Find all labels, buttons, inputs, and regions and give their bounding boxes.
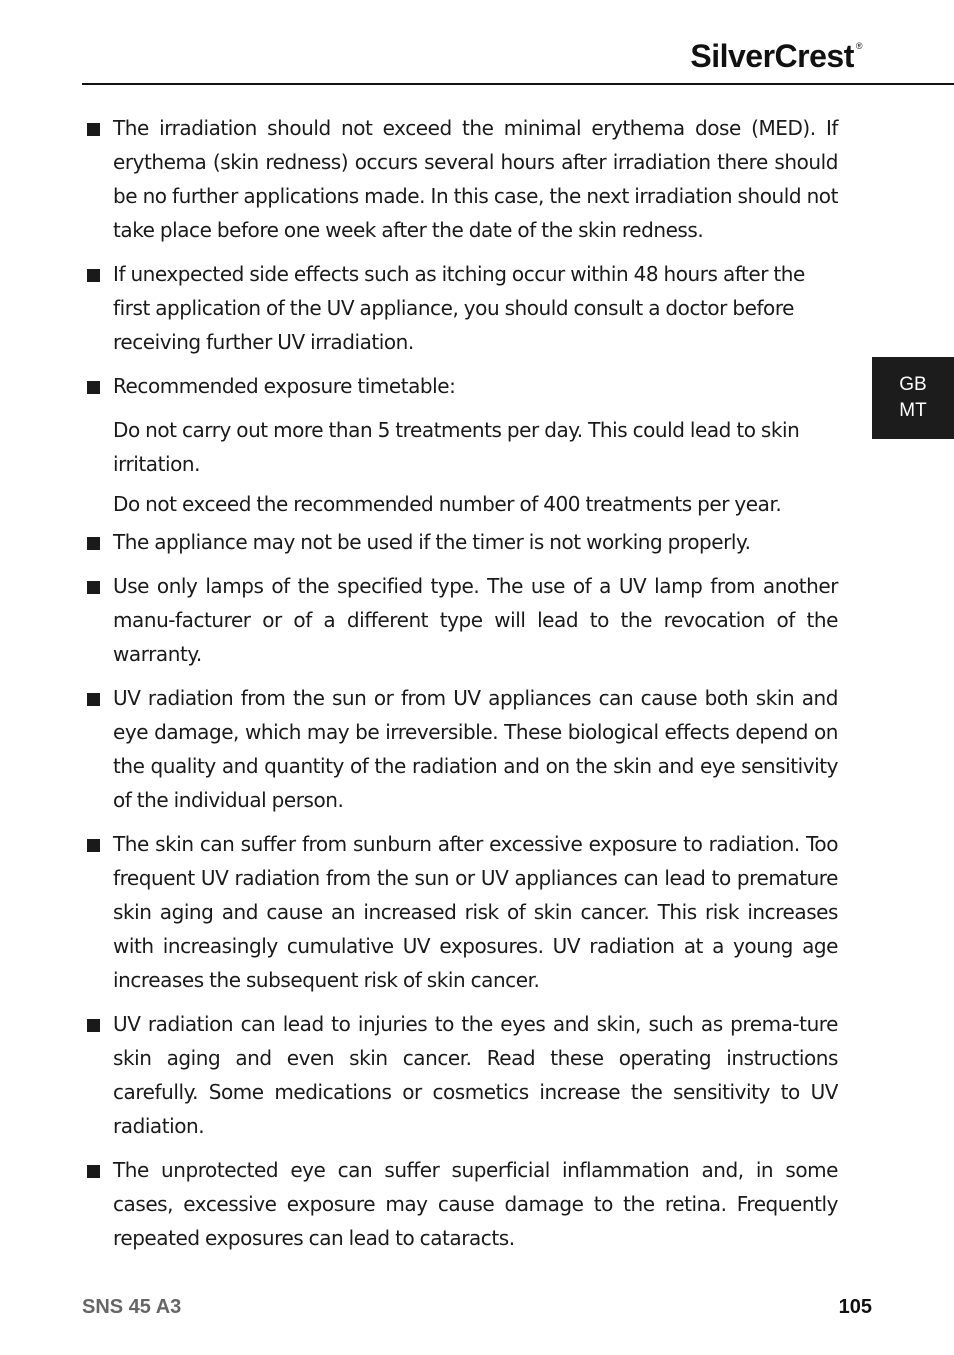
list-item bbox=[84, 1153, 838, 1255]
list-item-text: Use only lamps of the specified type. The use of a UV lamp from another manu-facturer or of a different type will lead to the revocation of the warranty. bbox=[113, 574, 838, 666]
list-item-text: The appliance may not be used if the timer is not working properly. bbox=[113, 530, 751, 554]
list-item bbox=[84, 827, 838, 997]
page-number: 105 bbox=[838, 1296, 872, 1318]
list-item-text: The unprotected eye can suffer superficial inflammation and, in some cases, excessive exposure may cause damage to the retina. Frequently repeated exposures can lead to cataracts. bbox=[113, 1158, 838, 1250]
square-bullet-icon bbox=[87, 381, 100, 394]
square-bullet-icon bbox=[87, 693, 100, 706]
sub-paragraph: Do not carry out more than 5 treatments per day. This could lead to skin irritation. bbox=[113, 418, 800, 476]
list-item-text: If unexpected side effects such as itching occur within 48 hours after the first application of the UV appliance, you should consult a doctor before receiving further UV irradiation. bbox=[113, 262, 805, 354]
list-item bbox=[84, 257, 838, 359]
safety-instructions-list bbox=[84, 111, 838, 1265]
square-bullet-icon bbox=[87, 123, 100, 136]
brand-logo bbox=[690, 38, 862, 75]
square-bullet-icon bbox=[87, 269, 100, 282]
list-item-text: UV radiation from the sun or from UV appliances can cause both skin and eye damage, which may be irreversible. These biological effects depend on the quality and quantity of the radiation and on the skin and eye sensitivity of the individual person. bbox=[113, 686, 838, 812]
sub-paragraph: Do not exceed the recommended number of 400 treatments per year. bbox=[113, 492, 782, 516]
language-tab bbox=[872, 357, 954, 439]
list-item-text: The irradiation should not exceed the minimal erythema dose (MED). If erythema (skin redness) occurs several hours after irradiation there should be no further applications made. In this case, the next irradiation should not take place before one week after the date of the skin redness. bbox=[113, 116, 838, 242]
registered-mark: ® bbox=[855, 41, 862, 51]
list-item bbox=[84, 681, 838, 817]
list-item bbox=[84, 369, 838, 403]
list-item-text: The skin can suffer from sunburn after excessive exposure to radiation. Too frequent UV radiation from the sun or UV appliances can lead to premature skin aging and cause an increased risk of skin cancer. This risk increases with increasingly cumulative UV exposures. UV radiation at a young age increases the subsequent risk of skin cancer. bbox=[113, 832, 838, 992]
language-code-gb: GB bbox=[899, 374, 927, 395]
square-bullet-icon bbox=[87, 1019, 100, 1032]
square-bullet-icon bbox=[87, 581, 100, 594]
list-item-text: Recommended exposure timetable: bbox=[113, 374, 456, 398]
model-number: SNS 45 A3 bbox=[82, 1296, 182, 1318]
square-bullet-icon bbox=[87, 839, 100, 852]
language-code-mt: MT bbox=[899, 400, 927, 421]
list-item bbox=[84, 569, 838, 671]
list-item bbox=[84, 111, 838, 247]
square-bullet-icon bbox=[87, 537, 100, 550]
list-item bbox=[84, 1007, 838, 1143]
list-item bbox=[84, 525, 838, 559]
brand-name: SilverCrest bbox=[690, 38, 854, 74]
header-rule bbox=[82, 83, 954, 85]
square-bullet-icon bbox=[87, 1165, 100, 1178]
list-item-text: UV radiation can lead to injuries to the eyes and skin, such as prema-ture skin aging and even skin cancer. Read these operating instructions carefully. Some medications or cosmetics increase the sensitivity to UV radiation. bbox=[113, 1012, 838, 1138]
